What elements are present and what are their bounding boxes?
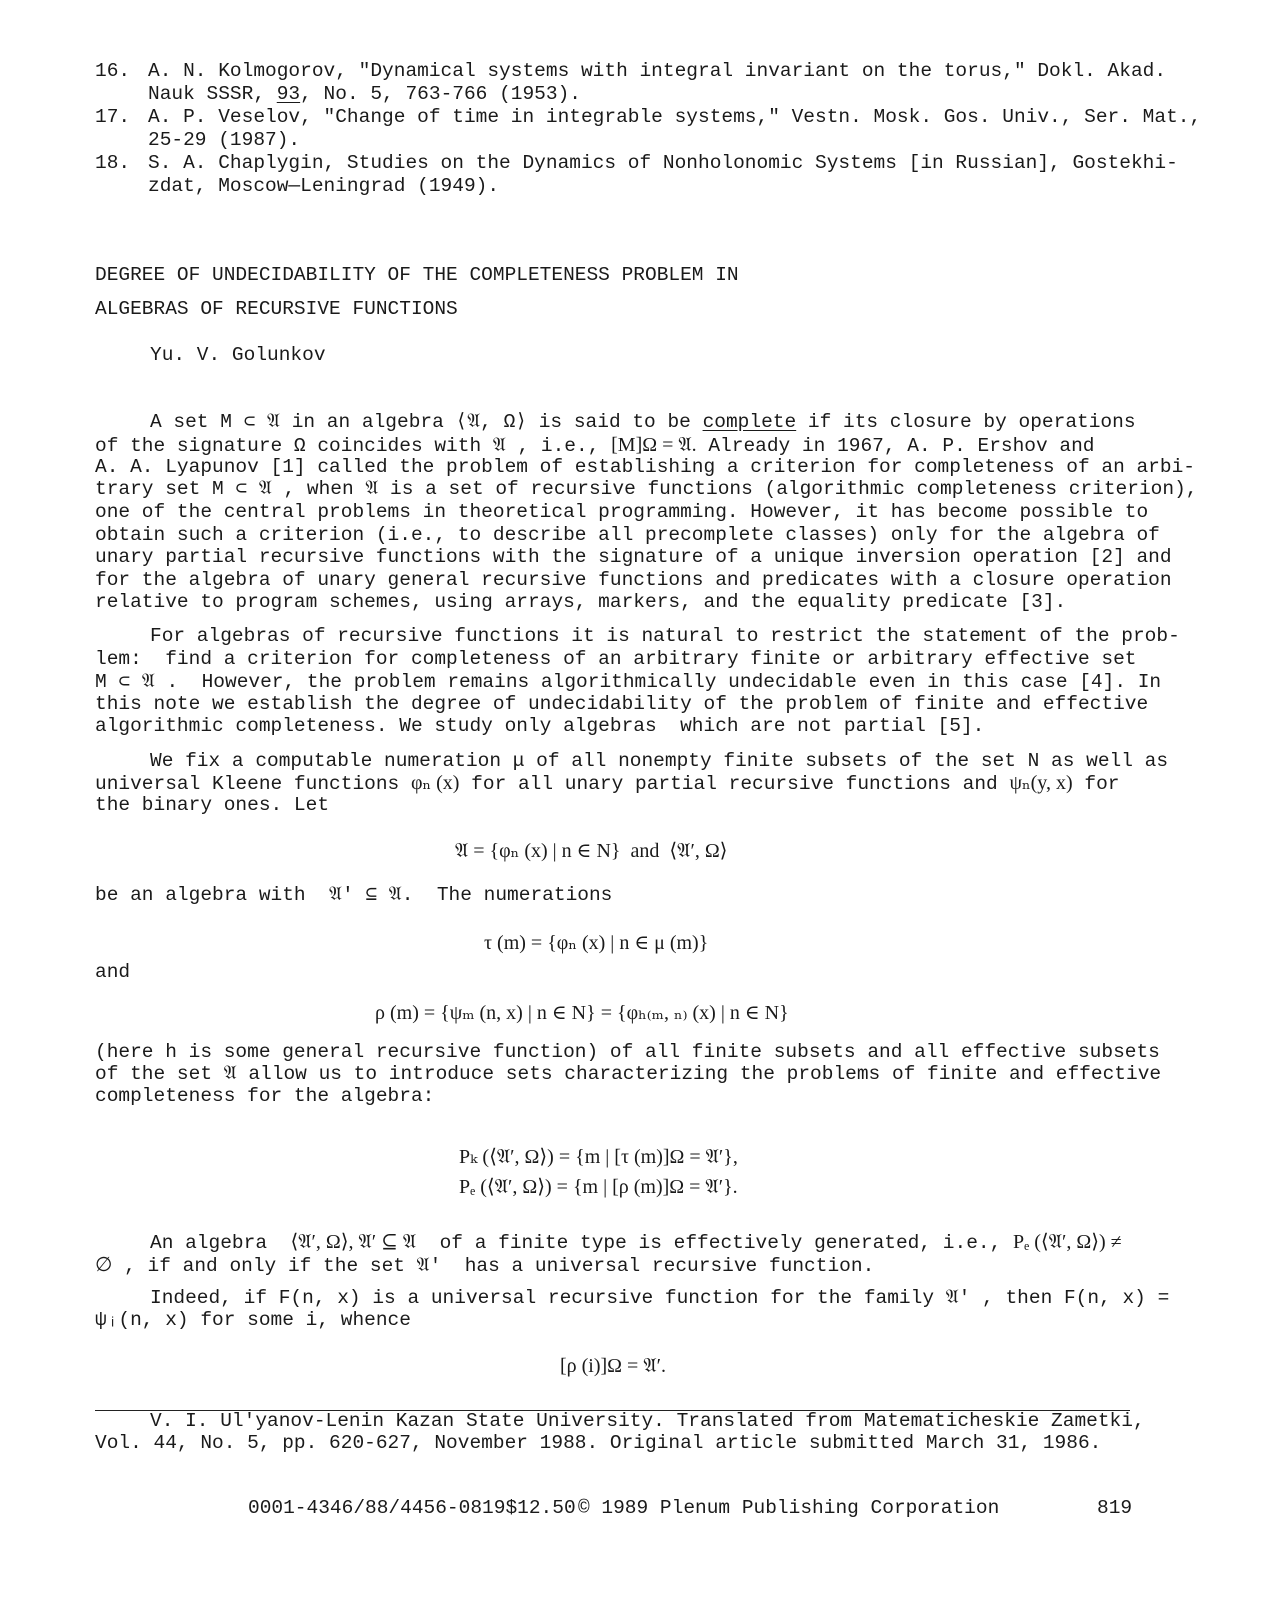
text-and: and xyxy=(95,961,131,983)
paragraph2-line2: lem: find a criterion for completeness of an arbitrary finite or arbitrary effective set xyxy=(95,648,1137,670)
text-after-equation1: be an algebra with 𝔄′ ⊆ 𝔄. The numerations xyxy=(95,884,613,906)
footnote-line2: Vol. 44, No. 5, pp. 620-627, November 1988. Original article submitted March 31, 1986. xyxy=(95,1432,1102,1454)
paragraph1-line5: one of the central problems in theoretical programming. However, it has become possible to xyxy=(95,501,1149,523)
paragraph1-line8: for the algebra of unary general recursive functions and predicates with a closure operation xyxy=(95,569,1172,591)
closure-equation: [M]Ω = 𝔄. xyxy=(611,434,697,456)
paragraph6-line2: ψᵢ(n, x) for some i, whence xyxy=(95,1309,411,1331)
article-title-line1: DEGREE OF UNDECIDABILITY OF THE COMPLETENESS PROBLEM IN xyxy=(95,264,739,286)
reference-17-line1: A. P. Veselov, "Change of time in integrable systems," Vestn. Mosk. Gos. Univ., Ser. Mat., xyxy=(148,106,1202,128)
paragraph4-line1: (here h is some general recursive function) of all finite subsets and all effective subsets xyxy=(95,1041,1160,1063)
algebra-subset-expression: ⟨𝔄′, Ω⟩, 𝔄′ ⊆ 𝔄 xyxy=(290,1231,417,1253)
footer-code: 0001-4346/88/4456-0819$12.50 xyxy=(248,1497,576,1519)
article-author: Yu. V. Golunkov xyxy=(150,344,326,366)
pe-nonempty-expression: Pₑ (⟨𝔄′, Ω⟩) ≠ xyxy=(1013,1231,1122,1253)
footer-page-number: 819 xyxy=(1097,1497,1133,1519)
empty-set-symbol: ∅ xyxy=(95,1254,113,1276)
equation-algebra-definition: 𝔄 = {φₙ (x) | n ∈ N} and ⟨𝔄′, Ω⟩ xyxy=(455,840,728,862)
paragraph3-line1: We fix a computable numeration μ of all nonempty finite subsets of the set N as well as xyxy=(150,750,1169,772)
paragraph2-line1: For algebras of recursive functions it is natural to restrict the statement of the prob- xyxy=(150,625,1180,647)
paragraph1-line7: unary partial recursive functions with the signature of a unique inversion operation [2] and xyxy=(95,546,1172,568)
psi-n-function: ψₙ(y, x) xyxy=(1009,772,1073,794)
term-complete: complete xyxy=(702,411,797,433)
reference-18-number: 18. xyxy=(95,152,131,174)
paragraph3-line3: the binary ones. Let xyxy=(95,794,330,816)
paragraph3-line2: universal Kleene functions φₙ (x) for all unary partial recursive functions and ψₙ(y, x) for xyxy=(95,772,1120,795)
reference-17-number: 17. xyxy=(95,106,131,128)
paragraph1-line6: obtain such a criterion (i.e., to describe all precomplete classes) only for the algebra of xyxy=(95,524,1160,546)
reference-17-line2: 25-29 (1987). xyxy=(148,129,301,151)
paragraph2-line3: M ⊂ 𝔄 . However, the problem remains algorithmically undecidable even in this case [4]. In xyxy=(95,671,1162,693)
paragraph4-line2: of the set 𝔄 allow us to introduce sets characterizing the problems of finite and effective xyxy=(95,1063,1162,1085)
equation-rho-i-closure: [ρ (i)]Ω = 𝔄′. xyxy=(560,1355,666,1377)
paragraph2-line5: algorithmic completeness. We study only algebras which are not partial [5]. xyxy=(95,715,985,737)
phi-n-function: φₙ (x) xyxy=(410,772,460,794)
reference-16-number: 16. xyxy=(95,60,131,82)
reference-18-line1: S. A. Chaplygin, Studies on the Dynamics of Nonholonomic Systems [in Russian], Gostekhi- xyxy=(148,152,1178,174)
paragraph1-line2: of the signature Ω coincides with 𝔄 , i.e., [M]Ω = 𝔄. Already in 1967, A. P. Ershov and xyxy=(95,434,1095,457)
paragraph1-line9: relative to program schemes, using arrays, markers, and the equality predicate [3]. xyxy=(95,591,1067,613)
reference-16-line2: Nauk SSSR, 93, No. 5, 763-766 (1953). xyxy=(148,83,581,105)
paragraph1-line4: trary set M ⊂ 𝔄 , when 𝔄 is a set of recursive functions (algorithmic completeness criterion), xyxy=(95,478,1198,500)
paragraph5-line2: ∅ , if and only if the set 𝔄′ has a universal recursive function. xyxy=(95,1254,875,1277)
equation-pk-set: Pₖ (⟨𝔄′, Ω⟩) = {m | [τ (m)]Ω = 𝔄′}, xyxy=(459,1146,738,1168)
equation-tau-numeration: τ (m) = {φₙ (x) | n ∈ μ (m)} xyxy=(484,932,709,954)
footnote-line1: V. I. Ul'yanov-Lenin Kazan State University. Translated from Matematicheskie Zametki, xyxy=(150,1410,1145,1432)
footer-copyright: © 1989 Plenum Publishing Corporation xyxy=(578,1497,1000,1519)
equation-pe-set: Pₑ (⟨𝔄′, Ω⟩) = {m | [ρ (m)]Ω = 𝔄′}. xyxy=(459,1176,738,1198)
article-title-line2: ALGEBRAS OF RECURSIVE FUNCTIONS xyxy=(95,298,458,320)
paragraph5-line1: An algebra ⟨𝔄′, Ω⟩, 𝔄′ ⊆ 𝔄 of a finite type is effectively generated, i.e., Pₑ (⟨𝔄′, Ω⟩) ≠ xyxy=(150,1231,1122,1254)
paragraph1-line1: A set M ⊂ 𝔄 in an algebra ⟨𝔄, Ω⟩ is said to be complete if its closure by operations xyxy=(150,411,1136,433)
paragraph6-line1: Indeed, if F(n, x) is a universal recursive function for the family 𝔄′ , then F(n, x) = xyxy=(150,1287,1170,1309)
reference-18-line2: zdat, Moscow—Leningrad (1949). xyxy=(148,175,500,197)
paragraph1-line3: A. A. Lyapunov [1] called the problem of establishing a criterion for completeness of an arbi- xyxy=(95,456,1195,478)
equation-rho-numeration: ρ (m) = {ψₘ (n, x) | n ∈ N} = {φₕ₍ₘ, ₙ₎ (x) | n ∈ N} xyxy=(375,1002,789,1024)
paragraph4-line3: completeness for the algebra: xyxy=(95,1085,435,1107)
paragraph2-line4: this note we establish the degree of undecidability of the problem of finite and effective xyxy=(95,693,1149,715)
reference-16-line1: A. N. Kolmogorov, "Dynamical systems with integral invariant on the torus," Dokl. Akad. xyxy=(148,60,1167,82)
